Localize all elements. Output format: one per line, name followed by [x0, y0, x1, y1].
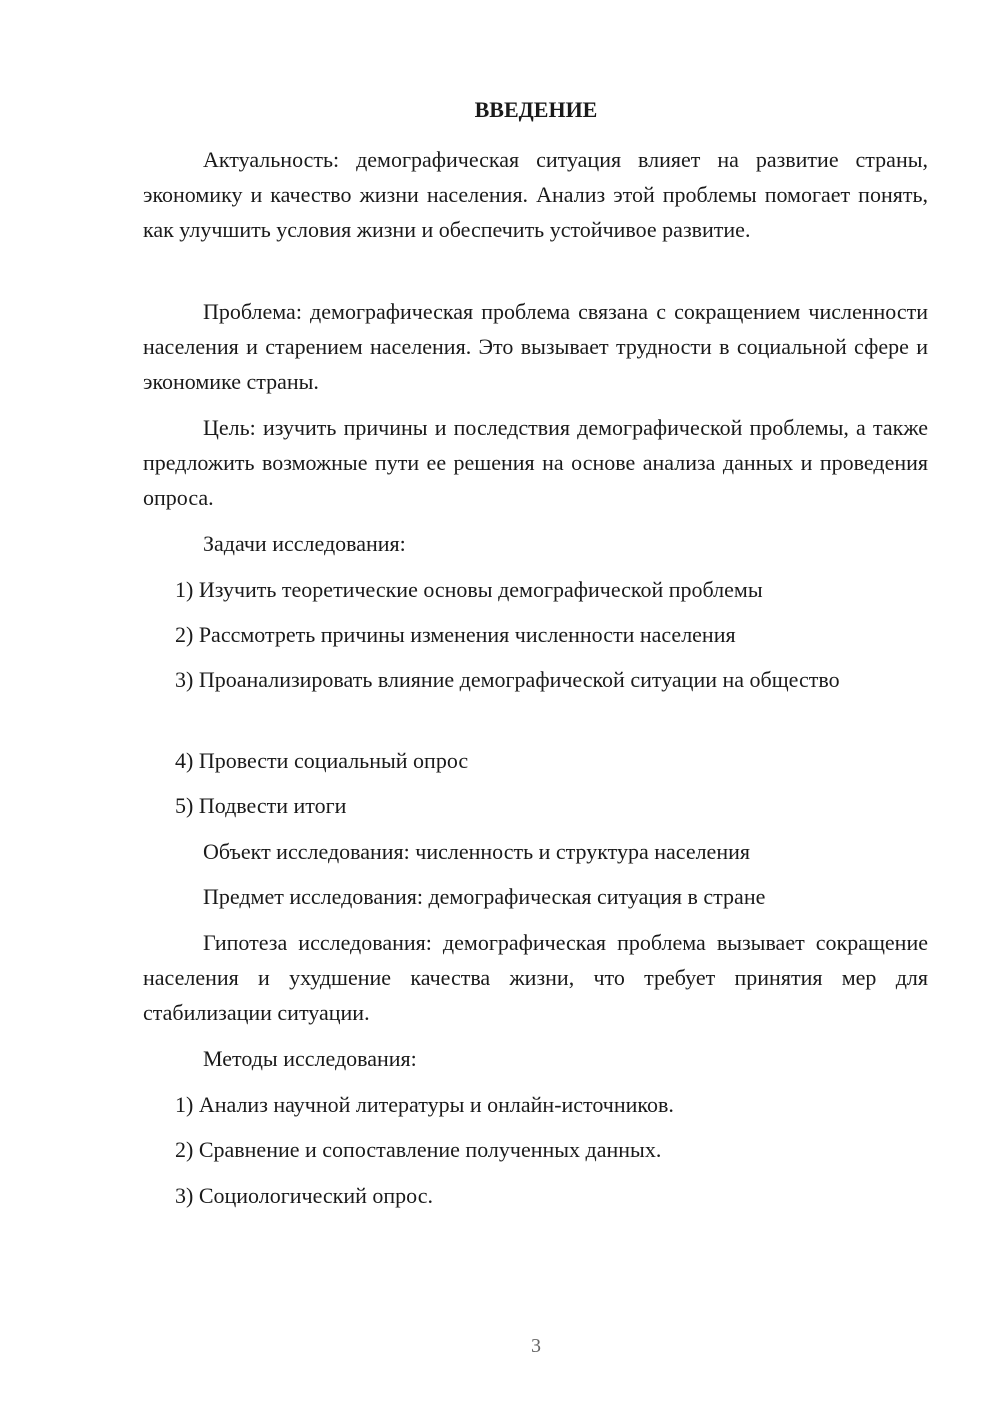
method-item-1: 1) Анализ научной литературы и онлайн-источников. — [175, 1092, 674, 1117]
problem-paragraph: Проблема: демографическая проблема связана с сокращением численности населения и старением населения. Это вызывает трудности в социальной сфере и экономике страны. — [143, 299, 928, 394]
task-item-3: 3) Проанализировать влияние демографической ситуации на общество — [175, 667, 840, 692]
method-item-2: 2) Сравнение и сопоставление полученных данных. — [175, 1137, 662, 1162]
method-item-3: 3) Социологический опрос. — [175, 1183, 433, 1208]
relevance-paragraph: Актуальность: демографическая ситуация влияет на развитие страны, экономику и качество жизни населения. Анализ этой проблемы помогает понять, как улучшить условия жизни и обеспечить устойчивое развитие. — [143, 147, 928, 242]
subject-paragraph: Предмет исследования: демографическая ситуация в стране — [203, 884, 766, 909]
task-item-4: 4) Провести социальный опрос — [175, 748, 469, 773]
hypothesis-paragraph: Гипотеза исследования: демографическая проблема вызывает сокращение населения и ухудшение качества жизни, что требует принятия мер для стабилизации ситуации. — [143, 930, 928, 1025]
task-item-5: 5) Подвести итоги — [175, 793, 347, 818]
task-item-2: 2) Рассмотреть причины изменения численности населения — [175, 622, 736, 647]
object-paragraph: Объект исследования: численность и структура населения — [203, 839, 750, 864]
page-number: 3 — [531, 1335, 541, 1357]
goal-paragraph: Цель: изучить причины и последствия демографической проблемы, а также предложить возможные пути ее решения на основе анализа данных и проведения опроса. — [143, 415, 928, 510]
tasks-heading: Задачи исследования: — [203, 531, 406, 556]
methods-heading: Методы исследования: — [203, 1046, 417, 1071]
page-title: ВВЕДЕНИЕ — [474, 97, 598, 122]
task-item-1: 1) Изучить теоретические основы демографической проблемы — [175, 577, 763, 602]
